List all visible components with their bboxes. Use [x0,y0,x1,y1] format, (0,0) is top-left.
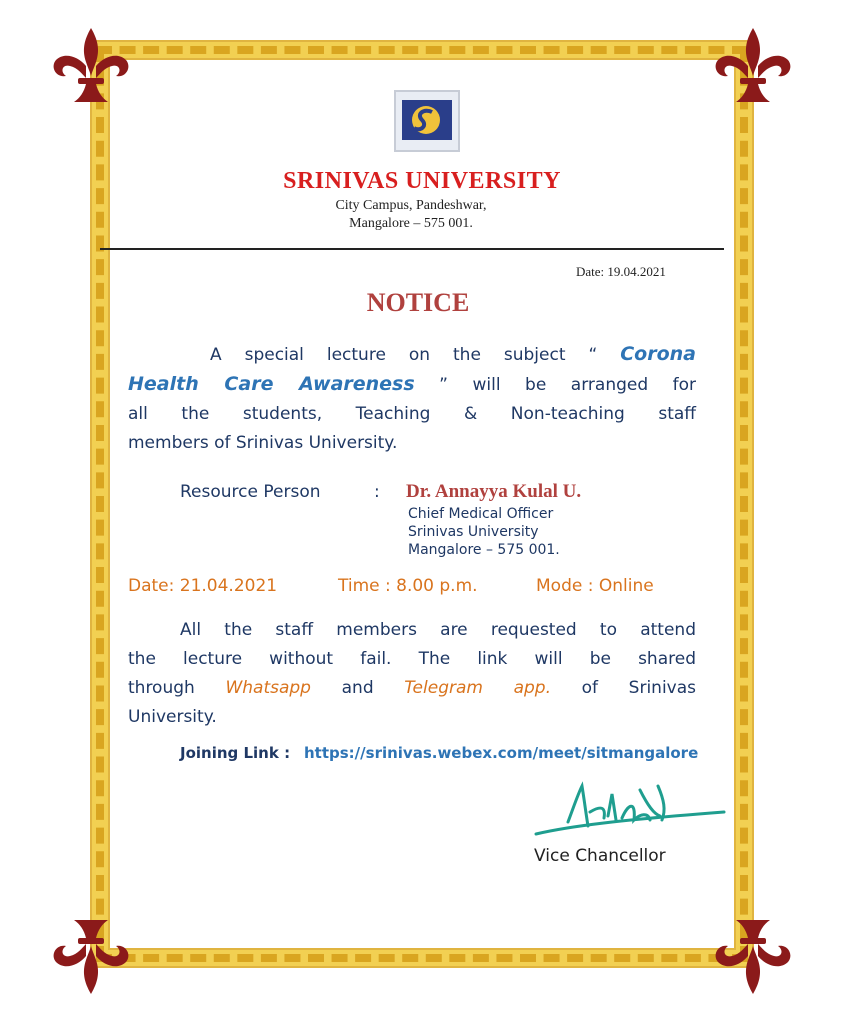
closing-line-2: the lecture without fail. The link will be shared [128,649,696,669]
body-line-4: members of Srinivas University. [128,433,398,453]
closing-line-3 [128,674,696,703]
vice-chancellor-title: Vice Chancellor [534,846,666,866]
fleur-de-lis-icon [48,914,134,1000]
resource-person-name: Dr. Annayya Kulal U. [406,481,582,502]
closing-line-4: University. [128,707,217,727]
address-line-2: Mangalore – 575 001. [349,216,473,231]
header-divider [100,248,724,250]
body-line-2 [128,370,696,400]
body-text: and [310,678,405,698]
subject-highlight: Corona [620,343,696,365]
body-line-1 [128,340,696,370]
body-text: A special lecture on the subject “ [210,345,598,365]
university-name: SRINIVAS UNIVERSITY [283,168,561,194]
closing-body [128,616,696,732]
subject-highlight: Health Care Awareness [128,373,415,395]
resource-designation: Chief Medical Officer [408,506,554,522]
telegram-highlight: Telegram app. [404,678,551,698]
university-logo [394,90,460,152]
signature-icon [530,776,730,846]
body-line-3: all the students, Teaching & Non-teaching staff [128,404,696,424]
resource-colon: : [374,482,380,502]
resource-location: Mangalore – 575 001. [408,542,560,558]
body-text: of Srinivas [551,678,697,698]
body-text: ” will be arranged for [414,375,696,395]
resource-person-label: Resource Person [180,482,321,502]
logo-mark-icon [402,100,452,140]
event-date: Date: 21.04.2021 [128,576,278,596]
fleur-de-lis-icon [48,22,134,108]
notice-body [128,340,696,458]
logo-emblem [402,100,452,140]
fleur-de-lis-icon [710,22,796,108]
joining-link-label: Joining Link : [180,744,291,762]
notice-title: NOTICE [366,288,470,317]
address-line-1: City Campus, Pandeshwar, [335,198,487,213]
event-mode: Mode : Online [536,576,654,596]
resource-org: Srinivas University [408,524,539,540]
whatsapp-highlight: Whatsapp [225,678,311,698]
closing-line-1: All the staff members are requested to attend [180,620,696,640]
issue-date: Date: 19.04.2021 [576,264,666,279]
fleur-de-lis-icon [710,914,796,1000]
joining-link[interactable]: https://srinivas.webex.com/meet/sitmangalore [304,744,699,762]
event-time: Time : 8.00 p.m. [338,576,478,596]
body-text: through [128,678,226,698]
